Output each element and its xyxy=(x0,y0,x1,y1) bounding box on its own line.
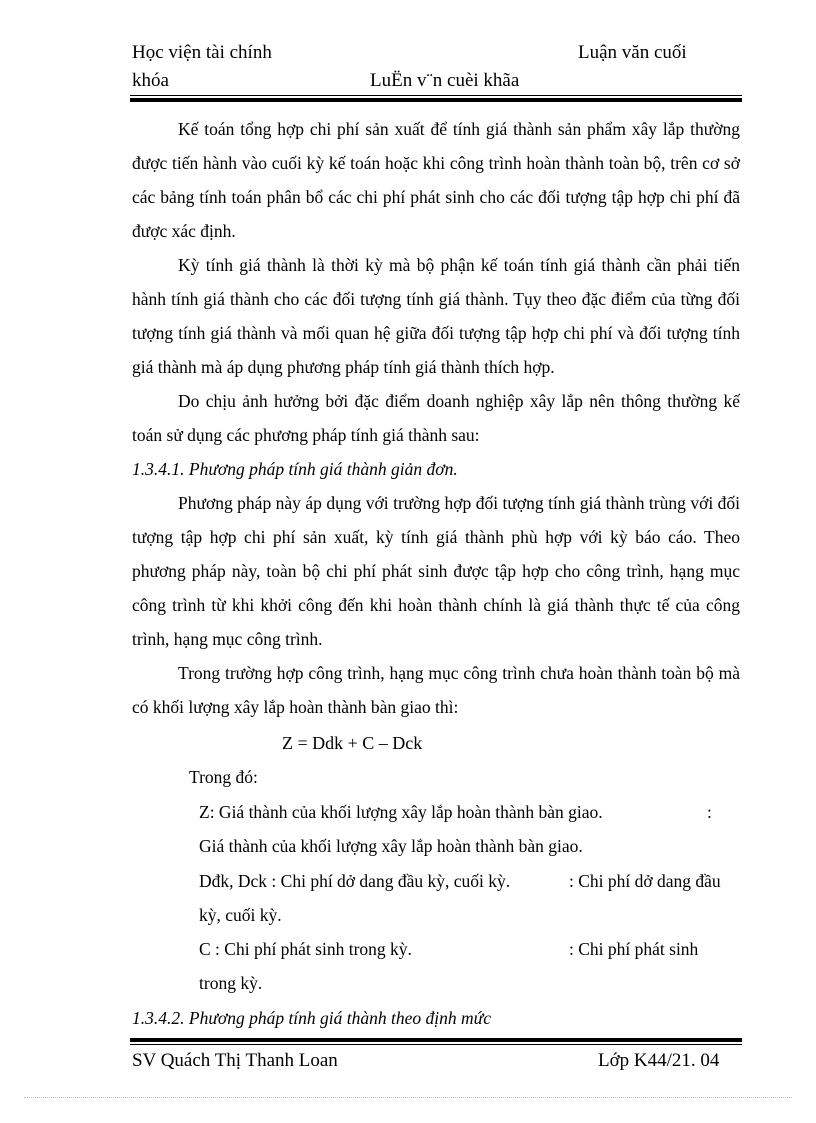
header-institution: Học viện tài chính xyxy=(132,42,272,63)
header-institution-cont: khóa xyxy=(132,70,169,91)
definition-c-repeat: : Chi phí phát sinh xyxy=(569,939,699,959)
footer-class: Lớp K44/21. 04 xyxy=(598,1050,720,1071)
footer-rule-thin xyxy=(130,1044,742,1045)
footer-rule-thick xyxy=(130,1038,742,1042)
definition-z: Z: Giá thành của khối lượng xây lắp hoàn thành bàn giao. xyxy=(199,802,603,822)
paragraph-1: Kế toán tổng hợp chi phí sản xuất để tính giá thành sản phẩm xây lắp thường được tiến hành vào cuối kỳ kế toán hoặc khi công trình hoàn thành toàn bộ, trên cơ sở các bảng tính toán phân bổ các chi phí phát sinh cho các đối tượng tập hợp chi phí đã được xác định. xyxy=(132,119,740,241)
paragraph-3: Do chịu ảnh hưởng bởi đặc điểm doanh nghiệp xây lắp nên thông thường kế toán sử dụng các phương pháp tính giá thành sau: xyxy=(132,391,740,445)
definition-d-repeat: : Chi phí dở dang đầu xyxy=(569,871,721,891)
definition-d: Dđk, Dck : Chi phí dở dang đầu kỳ, cuối kỳ. xyxy=(199,871,511,891)
footer-student: SV Quách Thị Thanh Loan xyxy=(132,1050,338,1071)
definition-z-colon: : xyxy=(707,802,712,822)
section-heading-2: 1.3.4.2. Phương pháp tính giá thành theo định mức xyxy=(132,1008,491,1028)
formula: Z = Ddk + C – Dck xyxy=(282,733,423,753)
header-rule-thick xyxy=(130,98,742,102)
paragraph-2: Kỳ tính giá thành là thời kỳ mà bộ phận kế toán tính giá thành cần phải tiến hành tính giá thành cho các đối tượng tính giá thành. Tụy theo đặc điểm của từng đối tượng tính giá thành và mối quan hệ giữa đối tượng tập hợp chi phí và đối tượng tính giá thành mà áp dụng phương pháp tính giá thành thích hợp. xyxy=(132,255,740,377)
where-label: Trong đó: xyxy=(189,767,258,787)
page-bottom-border xyxy=(24,1097,792,1098)
definition-z-repeat: Giá thành của khối lượng xây lắp hoàn thành bàn giao. xyxy=(199,836,583,856)
definition-d-cont: kỳ, cuối kỳ. xyxy=(199,905,282,925)
header-thesis-label: Luận văn cuối xyxy=(578,42,687,63)
section-heading-1: 1.3.4.1. Phương pháp tính giá thành giản đơn. xyxy=(132,459,458,479)
paragraph-4: Phương pháp này áp dụng với trường hợp đối tượng tính giá thành trùng với đối tượng tập hợp chi phí sản xuất, kỳ tính giá thành phù hợp với kỳ báo cáo. Theo phương pháp này, toàn bộ chi phí phát sinh được tập hợp cho công trình, hạng mục công trình từ khi khởi công đến khi hoàn thành chính là giá thành thực tế của công trình, hạng mục công trình. xyxy=(132,493,740,649)
definition-c: C : Chi phí phát sinh trong kỳ. xyxy=(199,939,412,959)
paragraph-5: Trong trường hợp công trình, hạng mục công trình chưa hoàn thành toàn bộ mà có khối lượng xây lắp hoàn thành bàn giao thì: xyxy=(132,663,740,717)
header-rule-thin xyxy=(130,95,742,96)
header-garbled-title: LuËn v¨n cuèi khãa xyxy=(370,70,520,91)
definition-c-cont: trong kỳ. xyxy=(199,973,263,993)
